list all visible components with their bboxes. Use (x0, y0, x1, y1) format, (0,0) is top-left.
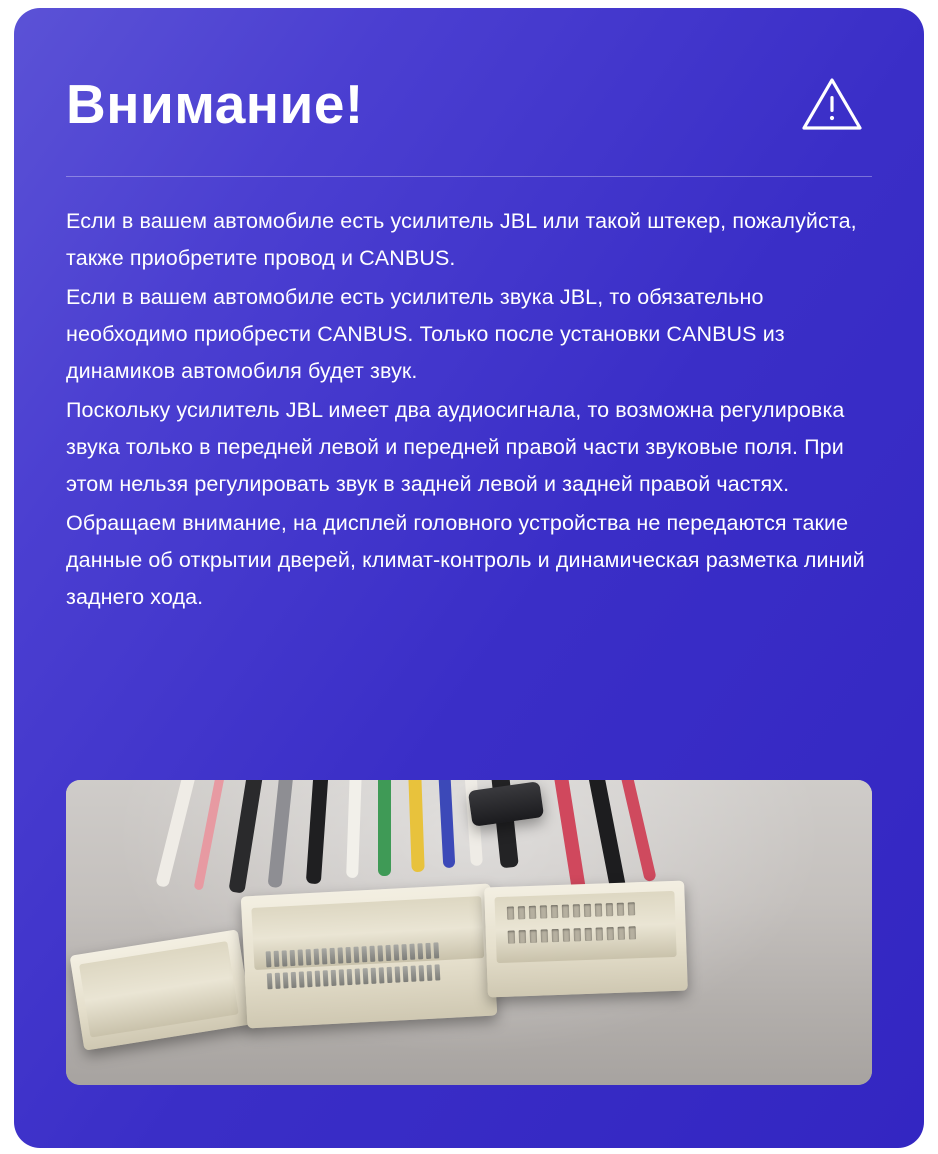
pin (369, 946, 375, 962)
pin (291, 972, 297, 988)
pin (393, 944, 399, 960)
pin (290, 950, 296, 966)
pin (339, 969, 345, 985)
pin (299, 971, 305, 987)
connector-center (241, 884, 498, 1029)
pin (266, 951, 272, 967)
slot (573, 904, 580, 917)
warning-paragraph: Обращаем внимание, на дисплей головного устройства не передаются такие данные об открытии дверей, климат-контроль и динамическая разметка линий заднего хода. (66, 510, 865, 609)
pin (346, 947, 352, 963)
connector-right (484, 881, 688, 998)
pin (331, 970, 337, 986)
slot (551, 905, 558, 918)
pin (363, 968, 369, 984)
warning-triangle-icon (800, 72, 864, 136)
pin (306, 949, 312, 965)
pin (371, 968, 377, 984)
slot (584, 904, 591, 917)
slot (562, 905, 569, 918)
warning-paragraph: Если в вашем автомобиле есть усилитель звука JBL, то обязательно необходимо приобрести CANBUS. Только после установки CANBUS из динамиков автомобиля будет звук. (66, 284, 785, 383)
slot (606, 903, 613, 916)
pin (323, 970, 329, 986)
pin (315, 971, 321, 987)
pin (379, 967, 385, 983)
pin (275, 973, 281, 989)
slot (541, 929, 548, 942)
pin (395, 966, 401, 982)
slot (585, 928, 592, 941)
slot (518, 906, 525, 919)
pin (427, 965, 433, 981)
page-title: Внимание! (66, 72, 364, 135)
pin (403, 966, 409, 982)
pin (355, 969, 361, 985)
header-divider (66, 176, 872, 177)
slot (607, 927, 614, 940)
pin (417, 943, 423, 959)
pin (387, 967, 393, 983)
pin (385, 945, 391, 961)
pin (330, 948, 336, 964)
pin (298, 949, 304, 965)
wire-green (378, 780, 391, 876)
slot (596, 927, 603, 940)
pin (401, 944, 407, 960)
connector-center-pin-row-bottom (267, 964, 441, 989)
pin (322, 948, 328, 964)
slot (529, 906, 536, 919)
pin (267, 973, 273, 989)
pin (409, 944, 415, 960)
warning-paragraph: Если в вашем автомобиле есть усилитель JBL или такой штекер, пожалуйста, также приобретите провод и CANBUS. (66, 209, 857, 270)
pin (347, 969, 353, 985)
slot (530, 930, 537, 943)
pin (425, 943, 431, 959)
slot (595, 903, 602, 916)
slot (629, 926, 636, 939)
warning-body (66, 203, 872, 616)
pin (377, 945, 383, 961)
slot (508, 930, 515, 943)
wiring-harness-connectors-photo (66, 780, 872, 1085)
pin (282, 950, 288, 966)
pin (353, 947, 359, 963)
slot (618, 927, 625, 940)
slot (563, 929, 570, 942)
slot (507, 906, 514, 919)
pin (433, 942, 439, 958)
pin (338, 947, 344, 963)
pin (274, 951, 280, 967)
warning-paragraph: Поскольку усилитель JBL имеет два аудиосигнала, то возможна регулировка звука только в передней левой и передней правой части звуковые поля. При этом нельзя регулировать звук в задней левой и задней правой частях. (66, 397, 845, 496)
pin (435, 964, 441, 980)
slot (617, 903, 624, 916)
pin (314, 949, 320, 965)
slot (540, 905, 547, 918)
pin (307, 971, 313, 987)
slot (519, 930, 526, 943)
slot (628, 902, 635, 915)
card-header (66, 54, 872, 154)
pin (283, 972, 289, 988)
pin (361, 946, 367, 962)
connector-left-face (79, 941, 239, 1038)
pin (411, 966, 417, 982)
warning-card (14, 8, 924, 1148)
slot (574, 928, 581, 941)
pin (419, 965, 425, 981)
slot (552, 929, 559, 942)
